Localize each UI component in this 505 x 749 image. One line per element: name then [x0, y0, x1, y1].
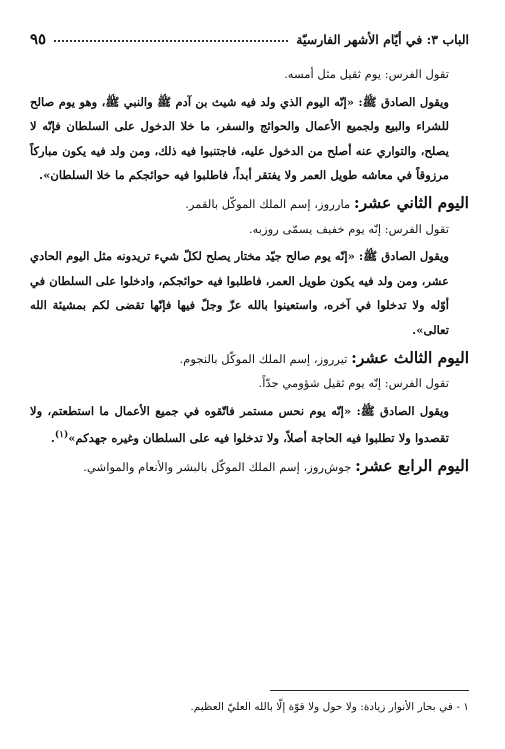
paragraph-persian-saying-12: تقول الفرس: إنّه يوم خفيف يسمّى روزبه. [248, 221, 449, 236]
day-13-heading [30, 346, 469, 372]
day-14-title: اليوم الرابع عشر: [355, 455, 469, 475]
day-13-title: اليوم الثالث عشر: [351, 347, 469, 367]
header-dotted-leader [54, 40, 288, 42]
paragraph-persian-saying-13: تقول الفرس: إنّه يوم ثقيل شؤومي جدّاً. [258, 376, 449, 391]
footnote-rule [270, 690, 469, 691]
day-13-name: تيرروز، إسم الملك الموكّل بالنجوم. [179, 351, 352, 366]
day-12-title: اليوم الثاني عشر: [353, 192, 469, 212]
running-header [30, 30, 469, 48]
page-body [30, 62, 469, 479]
sadiq-saying-13-end: . [50, 431, 55, 446]
day-14-heading [30, 454, 469, 480]
sadiq-saying-13-text: ويقول الصادق ﷺ: «إنّه يوم نحس مستمر فاتّقوه في جميع الأعمال ما استطعتم، ولا تقصدوا ولا تطلبوا فيه الحاجة أصلاً، ولا تدخلوا فيه على السلطان وغيره جهدكم» [30, 403, 449, 446]
footnote-marker: (١) [54, 430, 69, 441]
paragraph-sadiq-saying-13 [30, 399, 469, 451]
chapter-title: الباب ٣: في أيّام الأشهر الفارسيّة [296, 31, 469, 47]
day-12-name: مارروز، إسم الملك الموكّل بالقمر. [185, 196, 354, 211]
day-14-name: جوش‌روز، إسم الملك الموكّل بالبشر والأنعام والمواشي. [83, 459, 356, 474]
page-number: ٩٥ [30, 30, 47, 48]
paragraph-sadiq-saying-12: ويقول الصادق ﷺ: «إنّه يوم صالح جيّد مختار يصلح لكلّ شيء تريدونه مثل اليوم الحادي عشر، ومن ولد فيه يكون طويل العمر، فاطلبوا فيه حوائجكم، وادخلوا على السلطان في أوّله ولا تدخلوا في آخره، واستعينوا بالله عزّ وجلّ فيها فإنّها تقضى لكم بمشيئة الله تعالى». [30, 249, 449, 337]
paragraph-persian-saying-11: تقول الفرس: يوم ثقيل مثل أمسه. [284, 67, 449, 81]
footnote: ١ - في بحار الأنوار زيادة: ولا حول ولا قوّة إلّا بالله العليّ العظيم. [190, 701, 469, 713]
paragraph-sadiq-saying-11: ويقول الصادق ﷺ: «إنّه اليوم الذي ولد فيه شيث بن آدم ﷺ والنبي ﷺ، وهو يوم صالح للشراء والبيع ولجميع الأعمال والحوائج والسفر، ما خلا الدخول على السلطان فإنّه لا يصلح، والتواري عنه أصلح من الدخول عليه، فاجتنبوا فيه ذلك، ومن ولد فيه يكون مباركاً مرزوقاً في معاشه طويل العمر ولا يفتقر أبداً، فاطلبوا فيه حوائجكم ما خلا السلطان». [30, 94, 449, 183]
day-12-heading [30, 191, 469, 217]
